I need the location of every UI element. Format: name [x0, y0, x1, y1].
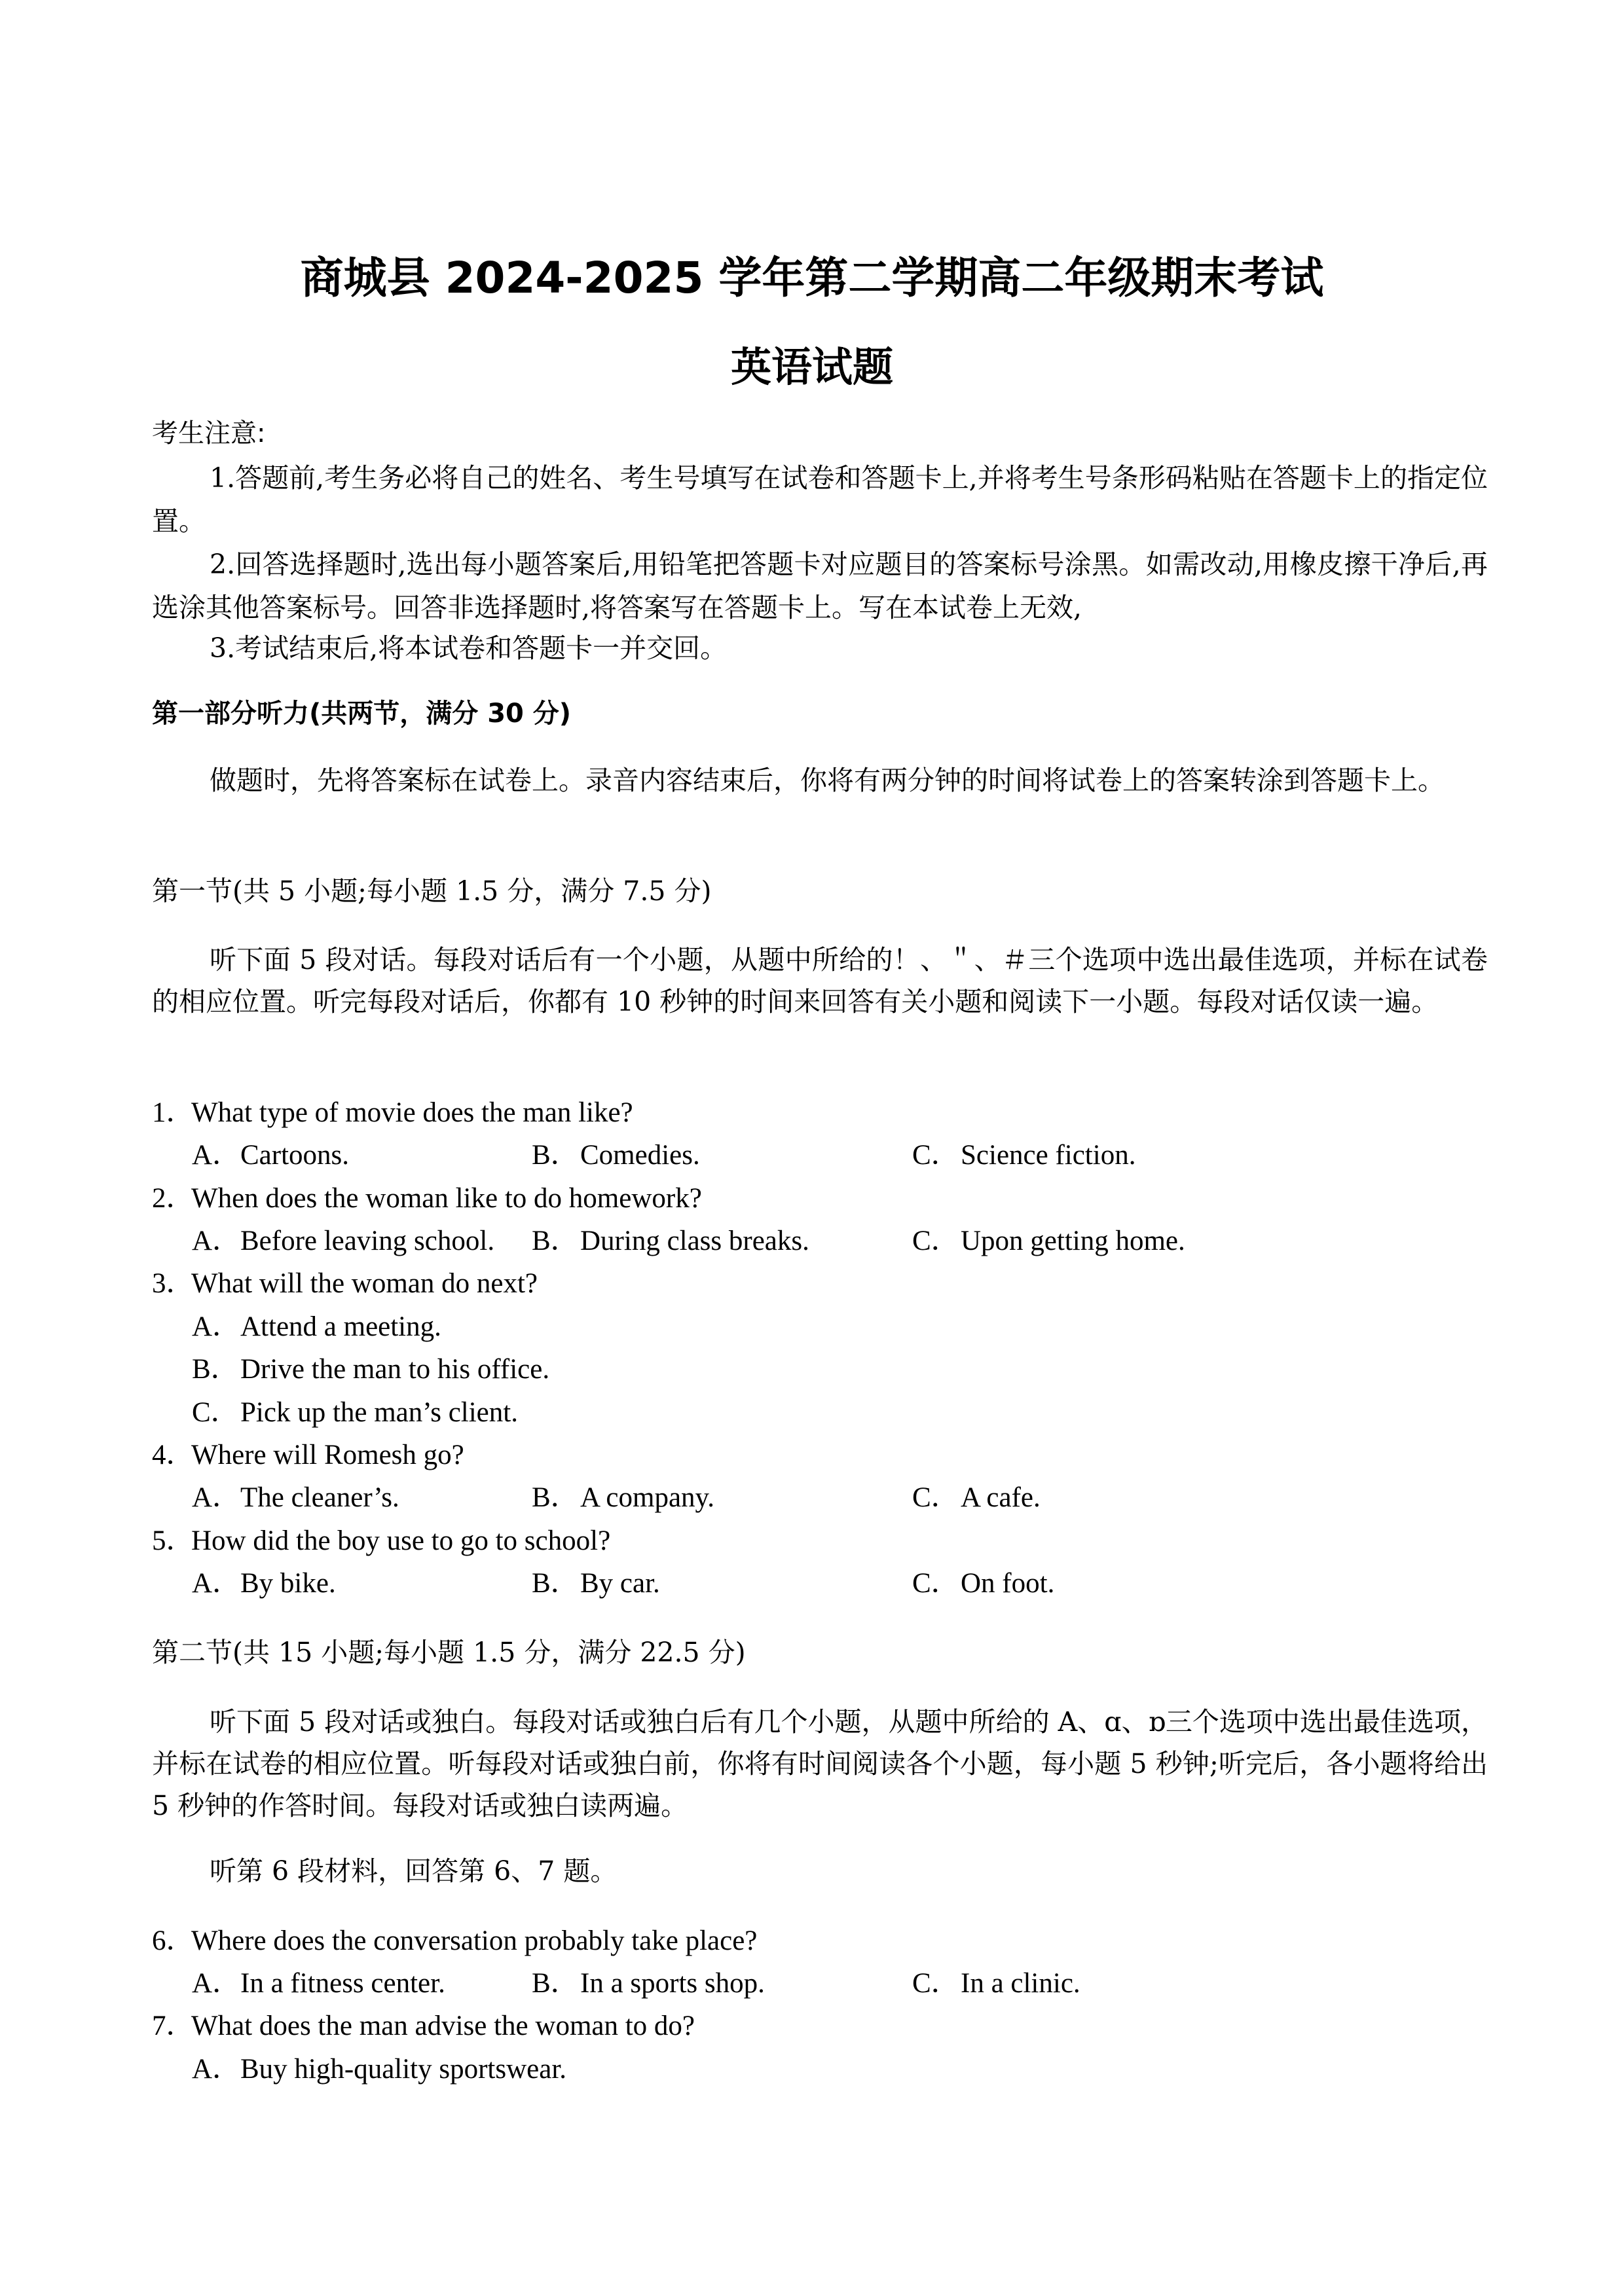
option-7a[interactable] — [192, 2055, 566, 2083]
part1-intro: 做题时，先将答案标在试卷上。录音内容结束后，你将有两分钟的时间将试卷上的答案转涂到答题卡上。 — [210, 765, 1445, 796]
option-letter: A． — [192, 1968, 241, 1999]
option-2c[interactable] — [912, 1227, 1185, 1255]
question-number: 7． — [152, 2011, 194, 2041]
question-text: What will the woman do next? — [191, 1268, 538, 1299]
section1-heading: 第一节(共 5 小题;每小题 1.5 分，满分 7.5 分) — [152, 875, 712, 907]
option-letter: C． — [912, 1568, 959, 1599]
question-3 — [152, 1269, 538, 1298]
question-7 — [152, 2012, 695, 2040]
option-letter: C． — [912, 1968, 959, 1999]
question-1 — [152, 1099, 633, 1127]
option-text: Drive the man to his office. — [240, 1354, 550, 1385]
option-letter: A． — [192, 1226, 241, 1256]
option-1c[interactable] — [912, 1141, 1135, 1169]
option-text: Attend a meeting. — [240, 1311, 441, 1342]
option-text: Comedies. — [580, 1140, 700, 1171]
notice-item-2: 2.回答选择题时,选出每小题答案后,用铅笔把答题卡对应题目的答案标号涂黑。如需改动,用橡皮擦干净后,再选涂其他答案标号。回答非选择题时,将答案写在答题卡上。写在本试卷上无效, — [152, 549, 1488, 623]
notice-heading: 考生注意: — [152, 418, 266, 448]
question-text: When does the woman like to do homework? — [191, 1183, 702, 1214]
question-number: 6． — [152, 1925, 194, 1956]
option-6a[interactable] — [192, 1969, 445, 1997]
option-letter: A． — [192, 1311, 241, 1342]
option-5b[interactable] — [532, 1569, 660, 1597]
option-3b[interactable] — [192, 1355, 549, 1383]
question-2 — [152, 1184, 702, 1212]
question-text: Where does the conversation probably take place? — [191, 1925, 758, 1956]
option-2b[interactable] — [532, 1227, 809, 1255]
option-letter: B． — [192, 1354, 239, 1385]
option-2a[interactable] — [192, 1227, 494, 1255]
option-text: In a sports shop. — [580, 1968, 765, 1999]
option-text: Science fiction. — [961, 1140, 1136, 1171]
option-text: Pick up the man’s client. — [240, 1397, 518, 1428]
option-text: The cleaner’s. — [240, 1482, 399, 1513]
section1-instructions: 听下面 5 段对话。每段对话后有一个小题，从题中所给的！、＂、＃三个选项中选出最佳选项，并标在试卷的相应位置。听完每段对话后，你都有 10 秒钟的时间来回答有关小题和阅读下一小题。每段对话仅读一遍。 — [152, 944, 1488, 1017]
option-4c[interactable] — [912, 1484, 1041, 1512]
question-text: What type of movie does the man like? — [191, 1097, 633, 1128]
section2-instructions: 听下面 5 段对话或独白。每段对话或独白后有几个小题，从题中所给的 A、ɑ、ɒ三个选项中选出最佳选项，并标在试卷的相应位置。听每段对话或独白前，你将有时间阅读各个小题，每小题 5 秒钟;听完后，各小题将给出 5 秒钟的作答时间。每段对话或独白读两遍。 — [152, 1706, 1488, 1821]
option-text: During class breaks. — [580, 1226, 809, 1256]
option-5a[interactable] — [192, 1569, 336, 1597]
option-6c[interactable] — [912, 1969, 1080, 1997]
question-text: What does the man advise the woman to do? — [191, 2011, 695, 2041]
option-text: A company. — [580, 1482, 715, 1513]
question-number: 2． — [152, 1183, 194, 1214]
option-text: Cartoons. — [240, 1140, 350, 1171]
option-text: By bike. — [240, 1568, 336, 1599]
option-text: A cafe. — [961, 1482, 1041, 1513]
option-text: Before leaving school. — [240, 1226, 495, 1256]
option-letter: B． — [532, 1482, 579, 1513]
option-letter: B． — [532, 1226, 579, 1256]
question-number: 3． — [152, 1268, 194, 1299]
option-text: By car. — [580, 1568, 660, 1599]
question-5 — [152, 1527, 610, 1555]
option-6b[interactable] — [532, 1969, 765, 1997]
question-number: 4． — [152, 1440, 194, 1470]
notice-item-3: 3.考试结束后,将本试卷和答题卡一并交回。 — [210, 632, 728, 664]
question-number: 5． — [152, 1525, 194, 1556]
question-text: Where will Romesh go? — [191, 1440, 464, 1470]
option-text: In a clinic. — [961, 1968, 1080, 1999]
option-letter: C． — [912, 1482, 959, 1513]
option-text: Upon getting home. — [961, 1226, 1185, 1256]
question-text: How did the boy use to go to school? — [191, 1525, 611, 1556]
option-letter: A． — [192, 2054, 241, 2085]
option-letter: B． — [532, 1968, 579, 1999]
question-number: 1． — [152, 1097, 194, 1128]
option-letter: A． — [192, 1568, 241, 1599]
exam-title: 商城县 2024-2025 学年第二学期高二年级期末考试 — [300, 253, 1324, 303]
option-letter: A． — [192, 1482, 241, 1513]
notice-item-1: 1.答题前,考生务必将自己的姓名、考生号填写在试卷和答题卡上,并将考生号条形码粘贴在答题卡上的指定位置。 — [152, 462, 1488, 537]
option-text: On foot. — [961, 1568, 1055, 1599]
option-text: Buy high-quality sportswear. — [240, 2054, 567, 2085]
material-note: 听第 6 段材料，回答第 6、7 题。 — [210, 1855, 618, 1887]
exam-subtitle: 英语试题 — [730, 343, 893, 391]
option-3c[interactable] — [192, 1398, 518, 1427]
option-letter: A． — [192, 1140, 241, 1171]
option-1a[interactable] — [192, 1141, 349, 1169]
option-5c[interactable] — [912, 1569, 1054, 1597]
option-letter: C． — [912, 1140, 959, 1171]
question-6 — [152, 1927, 757, 1955]
option-letter: C． — [192, 1397, 239, 1428]
option-letter: C． — [912, 1226, 959, 1256]
section2-heading: 第二节(共 15 小题;每小题 1.5 分，满分 22.5 分) — [152, 1637, 746, 1668]
part1-heading: 第一部分听力(共两节，满分 30 分) — [152, 699, 572, 729]
option-4a[interactable] — [192, 1484, 399, 1512]
question-4 — [152, 1441, 464, 1469]
option-1b[interactable] — [532, 1141, 700, 1169]
option-letter: B． — [532, 1140, 579, 1171]
option-3a[interactable] — [192, 1313, 441, 1341]
option-4b[interactable] — [532, 1484, 714, 1512]
option-text: In a fitness center. — [240, 1968, 445, 1999]
option-letter: B． — [532, 1568, 579, 1599]
